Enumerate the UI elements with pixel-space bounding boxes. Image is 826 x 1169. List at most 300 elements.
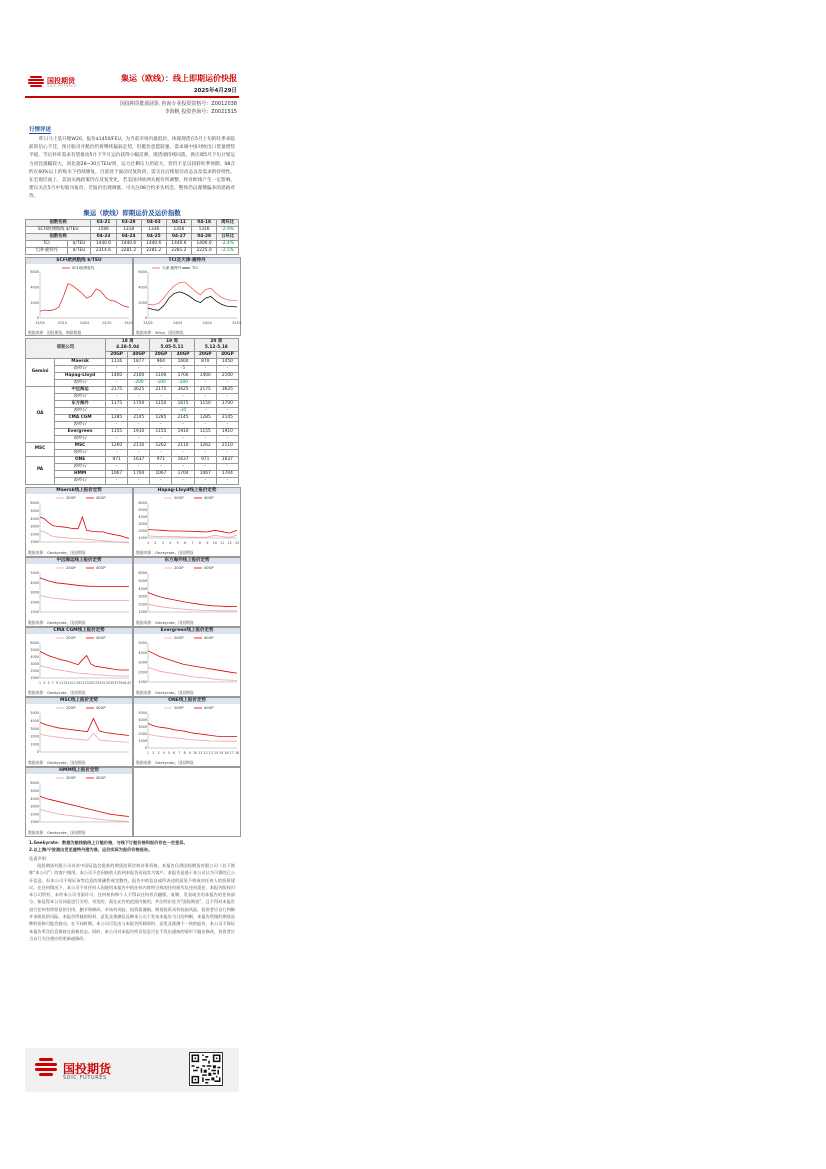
change-row — [26, 463, 239, 470]
change-row — [26, 365, 239, 372]
chart-source: 数据来源：Geekyrate，国投期货 — [136, 619, 194, 625]
change-cell: - — [194, 365, 216, 372]
change-cell: - — [128, 365, 150, 372]
x-tick-label: 15 — [219, 750, 224, 755]
index-cell: 2281.2 — [141, 247, 166, 254]
rate-cell: 2145 — [172, 414, 194, 421]
note-line: 2.以上海/宁波港出发至鹿特丹港为准，运价实际为报价价格报告。 — [29, 846, 153, 852]
qr-code-icon — [189, 1052, 223, 1086]
x-tick-label: 5 — [176, 540, 179, 545]
y-tick-label: 3000 — [138, 724, 147, 729]
change-cell: - — [172, 463, 194, 470]
carrier-name: CMA CGM — [55, 414, 106, 421]
y-tick-label: 0 — [36, 749, 39, 754]
rate-cell: 1155 — [150, 428, 172, 435]
y-tick-label: 1000 — [30, 539, 39, 544]
x-tick-label: 25/04 — [232, 320, 242, 325]
legend-label: 40GP — [96, 495, 106, 500]
scfi-chart-svg — [26, 264, 132, 326]
change-cell: - — [128, 393, 150, 400]
x-tick-label: 4 — [169, 540, 172, 545]
change-cell: - — [172, 421, 194, 428]
y-tick-label: 5000 — [138, 507, 147, 512]
index-cell: 天津-鹿特丹 — [26, 247, 68, 254]
chart-source: 数据来源：Geekyrate，国投期货 — [28, 689, 86, 695]
company-logo — [27, 74, 75, 88]
change-row — [26, 421, 239, 428]
rate-cell: 1116 — [106, 358, 128, 365]
week-header — [150, 338, 194, 351]
y-tick-label: 5000 — [138, 710, 147, 715]
y-tick-label: 5000 — [30, 570, 39, 575]
rate-cell: 1750 — [128, 400, 150, 407]
series-line — [40, 578, 129, 587]
carrier-row — [26, 414, 239, 421]
rate-cell: 2110 — [128, 442, 150, 449]
index-cell: 1440.6 — [116, 240, 141, 247]
legend-label: 天津-鹿特丹 — [162, 265, 182, 270]
carrier-charts — [25, 487, 239, 837]
legend-label: 20GP — [174, 565, 184, 570]
y-tick-label: 1000 — [138, 679, 147, 684]
y-tick-label: 2000 — [30, 734, 39, 739]
y-tick-label: 6000 — [30, 640, 39, 645]
legend-label: 40GP — [204, 635, 214, 640]
index-cell: 1440.6 — [91, 240, 116, 247]
x-tick-label: 24/10 — [202, 320, 212, 325]
x-tick-label: 29 — [97, 680, 102, 685]
change-cell: -100 — [150, 379, 172, 386]
rate-cell: 1150 — [150, 400, 172, 407]
legend-label: 40GP — [96, 565, 106, 570]
x-tick-label: 35 — [110, 680, 115, 685]
y-tick-label: 1000 — [30, 819, 39, 824]
change-cell: - — [216, 435, 238, 442]
carrier-name: Hapag-Lloyd — [55, 372, 106, 379]
y-tick-label: 4000 — [30, 718, 39, 723]
y-tick-label: 1000 — [30, 675, 39, 680]
rate-cell: 2145 — [128, 414, 150, 421]
x-tick-label: 24/04 — [79, 320, 90, 325]
author-line: 李海帆 投资咨询号：Z0021515 — [164, 109, 237, 115]
change-cell: - — [216, 463, 238, 470]
report-header — [25, 70, 239, 98]
x-tick-label: 5 — [47, 680, 50, 685]
index-cell: 1318 — [116, 226, 141, 233]
x-tick-label: 17 — [71, 680, 76, 685]
x-tick-label: 12 — [227, 540, 232, 545]
x-tick-label: 13 — [208, 750, 213, 755]
sched-label: 班轮公司 — [26, 338, 106, 358]
rate-cell: 1637 — [172, 456, 194, 463]
size-cell: 40GP — [172, 351, 194, 358]
x-tick-label: 10 — [212, 540, 217, 545]
rate-cell: 1260 — [106, 442, 128, 449]
y-tick-label: 1000 — [30, 609, 39, 614]
week-number: 19 周 — [166, 338, 178, 344]
x-tick-label: 3 — [43, 680, 46, 685]
index-row — [26, 247, 239, 254]
footer — [25, 1048, 239, 1092]
x-tick-label: 5 — [167, 750, 170, 755]
week-number: 20 周 — [210, 338, 223, 344]
change-label: 较昨日 — [55, 435, 106, 442]
change-cell: - — [128, 477, 150, 484]
change-cell: - — [150, 421, 172, 428]
disclaimer-text: 国投期货有限公司具有中国证监会批准的期货投资咨询业务资格。本报告仅供国投期货有限公司（以下简称“本公司”）的客户使用。本公司不会因接收人收到本报告而视其为客户。本报告是基于本公司认为可靠的已公开信息，但本公司不保证该等信息的准确性或完整性。报告中的信息或所表述的意见不构成对任何人的投资建议。在任何情况下，本公司不对任何人因使用本报告中的任何内容所引致的任何损失负任何责任。本报告版权归本公司所有，未经本公司书面许可，任何机构和个人不得以任何形式翻版、复制、发表或引用本报告的任何部分。如征得本公司同意进行引用、刊发的，需在允许的范围内使用，并注明出处为“国投期货”，且不得对本报告进行任何有悖原意的引用、删节和修改。市场有风险，投资需谨慎。期货投资具有较高风险，投资者应自行判断并承担投资风险。本报告所载的资料、意见及推测仅反映本公司于发布本报告当日的判断，本报告所指的期货品种的价格可能会波动。在不同时期，本公司可发出与本报告所载资料、意见及推测不一致的报告。本公司不保证本报告所含信息保持在最新状态。同时，本公司对本报告所含信息可在不发出通知的情形下做出修改，投资者应当自行关注相应的更新或修改。 — [29, 862, 235, 941]
x-tick-label: 23/04 — [143, 320, 153, 325]
series-line — [148, 535, 237, 537]
change-cell: - — [106, 449, 128, 456]
series-line — [148, 282, 237, 305]
y-tick-label: 2000 — [138, 731, 147, 736]
x-tick-label: 39 — [118, 680, 123, 685]
tci-chart — [133, 257, 241, 336]
carrier-row — [26, 358, 239, 365]
index-header-cell: 指数名称 — [26, 233, 91, 240]
change-cell: - — [194, 463, 216, 470]
legend-label: 20GP — [174, 635, 184, 640]
rate-cell: 1600 — [172, 358, 194, 365]
rate-cell: 1100 — [150, 372, 172, 379]
chart-source: 数据来源：Geekyrate，国投期货 — [136, 689, 194, 695]
change-label: 较昨日 — [55, 477, 106, 484]
y-tick-label: 3000 — [138, 521, 147, 526]
series-line — [40, 718, 129, 735]
rate-cell: 1704 — [216, 470, 238, 477]
x-tick-label: 23/04 — [35, 320, 45, 325]
series-line — [40, 733, 129, 742]
index-header-row — [26, 233, 239, 240]
carrier-row — [26, 386, 239, 393]
chart-title: HMM线上报价走势 — [26, 768, 132, 774]
report-title: 集运（欧线）：线上即期运价快报 — [121, 74, 237, 83]
chart-source: 数据来源：Geekyrate，国投期货 — [28, 619, 86, 625]
y-tick-label: 6000 — [30, 269, 39, 274]
change-cell: -200 — [172, 379, 194, 386]
footer-brand: 国投期货 — [63, 1061, 112, 1076]
change-label: 较昨日 — [55, 379, 106, 386]
change-cell: - — [194, 393, 216, 400]
rate-cell: 1067 — [106, 470, 128, 477]
change-cell: - — [216, 477, 238, 484]
x-tick-label: 9 — [206, 540, 209, 545]
carrier-chart — [133, 697, 241, 767]
x-tick-label: 24/10 — [102, 320, 112, 325]
y-tick-label: 6000 — [138, 500, 147, 505]
y-tick-label: 1000 — [138, 535, 147, 540]
y-tick-label: 2000 — [30, 668, 39, 673]
footer-logo — [33, 1057, 111, 1079]
index-header-cell: 指数名称 — [26, 219, 91, 226]
x-tick-label: 12 — [203, 750, 208, 755]
rate-cell: 1637 — [128, 456, 150, 463]
chart-title: ONE线上报价走势 — [134, 698, 240, 704]
y-tick-label: 4000 — [138, 717, 147, 722]
change-cell: - — [150, 393, 172, 400]
scfi-chart — [25, 257, 133, 336]
x-tick-label: 16 — [224, 750, 229, 755]
y-tick-label: 1000 — [138, 738, 147, 743]
change-cell: - — [128, 407, 150, 414]
x-tick-label: 21 — [80, 680, 85, 685]
change-label: 较昨日 — [55, 421, 106, 428]
index-row — [26, 240, 239, 247]
report-page — [25, 70, 242, 1092]
author-line: 国投期货能源团队 咨询专业投资资格号：Z0012038 — [119, 101, 237, 107]
legend-label: 20GP — [66, 635, 76, 640]
carrier-name: MSC — [55, 442, 106, 449]
y-tick-label: 5000 — [30, 508, 39, 513]
y-tick-label: 1000 — [138, 609, 147, 614]
change-cell: - — [172, 393, 194, 400]
carrier-chart-svg — [134, 494, 240, 546]
y-tick-label: 2000 — [30, 532, 39, 537]
carrier-row — [26, 428, 239, 435]
change-cell: - — [216, 449, 238, 456]
carrier-chart — [133, 487, 241, 557]
series-line — [40, 517, 129, 539]
carrier-name: Evergreen — [55, 428, 106, 435]
change-cell: - — [150, 435, 172, 442]
y-tick-label: 2000 — [30, 812, 39, 817]
y-tick-label: 3000 — [30, 661, 39, 666]
x-tick-label: 15 — [67, 680, 72, 685]
index-cell: -2.5% — [217, 247, 239, 254]
chart-source: 数据来源：Geekyrate，国投期货 — [28, 759, 86, 765]
index-cell: 2225.0 — [192, 247, 217, 254]
x-tick-label: 3 — [157, 750, 160, 755]
x-tick-label: 6 — [184, 540, 187, 545]
legend-label: 40GP — [96, 775, 106, 780]
chart-title: 中远海运线上报价走势 — [26, 558, 132, 564]
rate-cell: 1400 — [194, 372, 216, 379]
legend-label: 20GP — [66, 775, 76, 780]
rate-cell: 2175 — [150, 386, 172, 393]
legend-label: 40GP — [204, 705, 214, 710]
rate-cell: 1067 — [150, 470, 172, 477]
carrier-chart-svg — [26, 564, 132, 616]
carrier-name: 中远海运 — [55, 386, 106, 393]
change-row — [26, 449, 239, 456]
y-tick-label: 6000 — [138, 269, 147, 274]
rate-cell: 1637 — [216, 456, 238, 463]
carrier-chart — [133, 627, 241, 697]
change-cell: - — [150, 449, 172, 456]
change-label: 较昨日 — [55, 393, 106, 400]
x-tick-label: 1 — [146, 750, 150, 755]
rate-cell: 971 — [150, 456, 172, 463]
carrier-row — [26, 442, 239, 449]
change-cell: - — [172, 477, 194, 484]
y-tick-label: 3000 — [138, 594, 147, 599]
rate-cell: 1155 — [194, 428, 216, 435]
change-cell: - — [106, 365, 128, 372]
change-cell: - — [172, 435, 194, 442]
change-row — [26, 435, 239, 442]
change-cell: -25 — [172, 407, 194, 414]
index-header-cell: 04-25 — [141, 233, 166, 240]
chart-title: SCFI欧洲航线 $/TEU — [26, 258, 132, 264]
change-cell: - — [106, 463, 128, 470]
x-tick-label: 33 — [105, 680, 110, 685]
x-tick-label: 7 — [178, 750, 181, 755]
rate-cell: 2100 — [216, 372, 238, 379]
index-cell: 2281.2 — [166, 247, 191, 254]
rate-cell: 1262 — [194, 442, 216, 449]
logo-stripes-icon — [33, 1057, 59, 1079]
rate-cell: 1400 — [106, 372, 128, 379]
index-header-cell: 周环比 — [217, 219, 239, 226]
carrier-chart — [25, 627, 133, 697]
carrier-chart — [25, 557, 133, 627]
y-tick-label: 4000 — [30, 580, 39, 585]
index-cell: 1440.6 — [166, 240, 191, 247]
chart-title: CMA CGM线上报价走势 — [26, 628, 132, 634]
logo-stripes-icon — [27, 75, 45, 87]
series-line — [40, 796, 129, 816]
authors — [25, 98, 239, 116]
change-cell: - — [216, 421, 238, 428]
rate-cell: 2110 — [216, 442, 238, 449]
chart-source: 数据来源：Geekyrate，国投期货 — [28, 829, 86, 835]
index-cell: $/TEU — [67, 240, 91, 247]
index-header-row — [26, 219, 239, 226]
x-tick-label: 13 — [234, 540, 240, 545]
y-tick-label: 5000 — [30, 788, 39, 793]
index-cell: 1406.0 — [192, 240, 217, 247]
x-tick-label: 7 — [191, 540, 194, 545]
x-tick-label: 7 — [51, 680, 54, 685]
note-line: 1.Geekyrate：数据为航线航线上订舱价格，与线下订舱价格和报价存在一定差异。 — [29, 839, 188, 845]
size-cell: 40GP — [216, 351, 238, 358]
chart-title: Hapag-Lloyd线上报价走势 — [134, 488, 240, 494]
x-tick-label: 18 — [234, 750, 240, 755]
y-tick-label: 5000 — [138, 640, 147, 645]
brand-name: 国投期货 — [47, 76, 75, 85]
change-cell: - — [106, 407, 128, 414]
rate-cell: 3625 — [172, 386, 194, 393]
y-tick-label: 4000 — [30, 285, 39, 290]
index-header-cell: 04-28 — [192, 233, 217, 240]
legend-label: 20GP — [174, 705, 184, 710]
y-tick-label: 5000 — [138, 578, 147, 583]
y-tick-label: 3000 — [30, 590, 39, 595]
rate-cell: 1155 — [106, 428, 128, 435]
change-cell: - — [150, 463, 172, 470]
y-tick-label: 4000 — [138, 650, 147, 655]
series-line — [40, 809, 129, 821]
change-row — [26, 477, 239, 484]
y-tick-label: 6000 — [138, 570, 147, 575]
index-header-cell: 04-18 — [192, 219, 217, 226]
carrier-chart — [133, 557, 241, 627]
index-cell: 1356 — [166, 226, 191, 233]
legend-label: 40GP — [96, 705, 106, 710]
change-row — [26, 407, 239, 414]
change-row — [26, 393, 239, 400]
x-tick-label: 27 — [93, 680, 98, 685]
series-line — [40, 595, 129, 600]
y-tick-label: 1000 — [30, 742, 39, 747]
rate-cell: 1285 — [106, 414, 128, 421]
index-cell: 2314.6 — [91, 247, 116, 254]
series-line — [148, 734, 237, 741]
section-heading: 行情评述 — [29, 127, 52, 133]
y-tick-label: 2000 — [138, 670, 147, 675]
rate-cell: 971 — [194, 456, 216, 463]
carrier-name: ONE — [55, 456, 106, 463]
chart-source: 数据来源：Geekyrate，国投期货 — [136, 549, 194, 555]
disclaimer-title: 免责声明： — [29, 855, 50, 861]
index-header-cell: 04-27 — [166, 233, 191, 240]
x-tick-label: 23 — [84, 680, 89, 685]
x-tick-label: 11 — [198, 750, 203, 755]
x-tick-label: 43 — [126, 680, 132, 685]
rate-cell: 1910 — [128, 428, 150, 435]
notes — [25, 837, 239, 855]
change-cell: - — [150, 477, 172, 484]
series-line — [148, 529, 237, 533]
carrier-chart — [25, 697, 133, 767]
index-cell: TCI — [26, 240, 68, 247]
carrier-row — [26, 372, 239, 379]
series-line — [148, 292, 237, 310]
chart-title: Maersk线上报价走势 — [26, 488, 132, 494]
rate-cell: 2175 — [106, 386, 128, 393]
y-tick-label: 0 — [144, 315, 147, 320]
week-header — [106, 338, 150, 351]
carrier-chart-svg — [26, 494, 132, 546]
report-date: 2025年4月29日 — [193, 88, 237, 94]
series-line — [148, 667, 237, 680]
size-cell: 40GP — [128, 351, 150, 358]
index-header-cell: 日环比 — [217, 233, 239, 240]
rate-cell: 2175 — [194, 386, 216, 393]
carrier-row — [26, 470, 239, 477]
chart-source: 数据来源：Geekyrate，国投期货 — [28, 549, 86, 555]
change-cell: - — [194, 449, 216, 456]
x-tick-label: 2 — [152, 750, 155, 755]
y-tick-label: 5000 — [30, 647, 39, 652]
rate-cell: 1704 — [172, 470, 194, 477]
rate-cell: 1150 — [194, 400, 216, 407]
x-tick-label: 13 — [63, 680, 68, 685]
change-cell: - — [128, 421, 150, 428]
change-label: 较昨日 — [55, 365, 106, 372]
y-tick-label: 4000 — [30, 796, 39, 801]
x-tick-label: 1 — [38, 680, 42, 685]
change-cell: - — [216, 365, 238, 372]
week-number: 18 周 — [121, 338, 134, 344]
index-header-cell: 04-11 — [166, 219, 191, 226]
y-tick-label: 2000 — [30, 300, 39, 305]
index-header-cell: 04-03 — [141, 219, 166, 226]
x-tick-label: 31 — [101, 680, 106, 685]
change-cell: - — [106, 477, 128, 484]
chart-title: TCI及天津-鹿特丹 — [134, 258, 240, 264]
rate-cell: 1700 — [172, 372, 194, 379]
y-tick-label: 3000 — [30, 524, 39, 529]
alliance-name: PA — [26, 456, 55, 484]
rate-cell: 2100 — [128, 372, 150, 379]
index-cell: -2.4% — [217, 240, 239, 247]
y-tick-label: 4000 — [30, 516, 39, 521]
rate-cell: 971 — [106, 456, 128, 463]
x-tick-label: 10 — [193, 750, 198, 755]
x-tick-label: 25/04 — [124, 320, 134, 325]
carrier-name: Maersk — [55, 358, 106, 365]
